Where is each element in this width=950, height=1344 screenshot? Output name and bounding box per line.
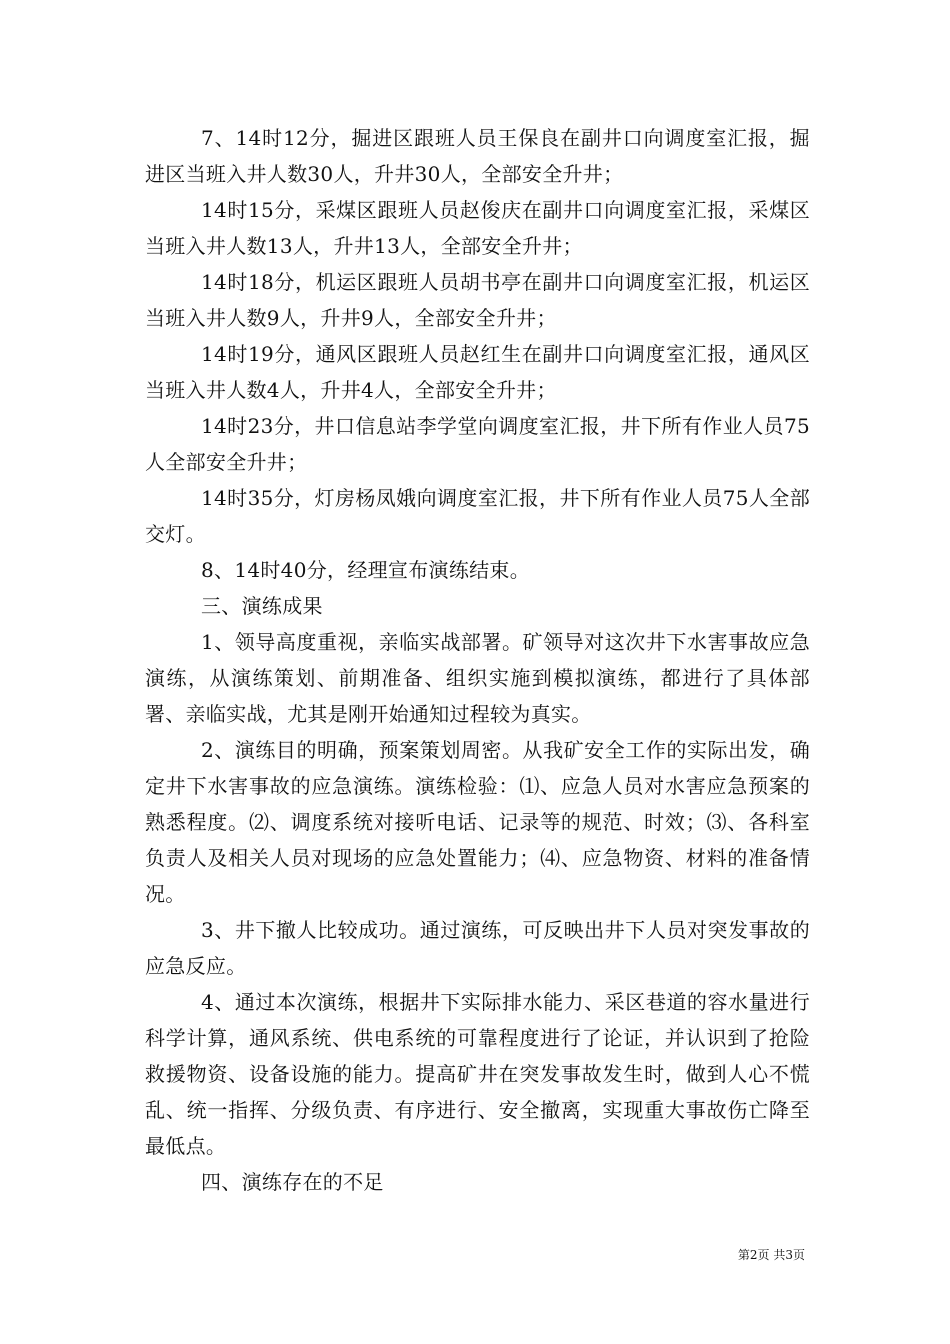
paragraph-drill-end: 8、14时40分，经理宣布演练结束。 <box>201 558 531 582</box>
paragraph-result-3: 3、井下撤人比较成功。通过演练，可反映出井下人员对突发事故的应急反应。 <box>145 918 810 978</box>
paragraph-shift-report-transport: 14时18分，机运区跟班人员胡书亭在副井口向调度室汇报，机运区当班入井人数9人，升井9人，全部安全升井； <box>145 270 810 330</box>
paragraph-lamp-room-report: 14时35分，灯房杨凤娥向调度室汇报，井下所有作业人员75人全部交灯。 <box>145 486 810 546</box>
section-heading-results: 三、演练成果 <box>201 594 323 618</box>
paragraph-result-4: 4、通过本次演练，根据井下实际排水能力、采区巷道的容水量进行科学计算，通风系统、供电系统的可靠程度进行了论证，并认识到了抢险救援物资、设备设施的能力。提高矿井在突发事故发生时，做到人心不慌乱、统一指挥、分级负责、有序进行、安全撤离，实现重大事故伤亡降至最低点。 <box>145 990 810 1158</box>
paragraph-result-1: 1、领导高度重视，亲临实战部署。矿领导对这次井下水害事故应急演练，从演练策划、前期准备、组织实施到模拟演练，都进行了具体部署、亲临实战，尤其是刚开始通知过程较为真实。 <box>145 630 810 726</box>
document-body <box>145 120 810 1200</box>
paragraph-info-station-report: 14时23分，井口信息站李学堂向调度室汇报，井下所有作业人员75人全部安全升井； <box>145 414 810 474</box>
page-number-footer: 第2页 共3页 <box>737 1248 805 1262</box>
paragraph-shift-report-mining: 14时15分，采煤区跟班人员赵俊庆在副井口向调度室汇报，采煤区当班入井人数13人，升井13人，全部安全升井； <box>145 198 810 258</box>
paragraph-shift-report-digging: 7、14时12分，掘进区跟班人员王保良在副井口向调度室汇报，掘进区当班入井人数30人，升井30人，全部安全升井； <box>145 126 810 186</box>
section-heading-shortcomings: 四、演练存在的不足 <box>201 1170 384 1194</box>
paragraph-shift-report-ventilation: 14时19分，通风区跟班人员赵红生在副井口向调度室汇报，通风区当班入井人数4人，升井4人，全部安全升井； <box>145 342 810 402</box>
paragraph-result-2: 2、演练目的明确，预案策划周密。从我矿安全工作的实际出发，确定井下水害事故的应急演练。演练检验：⑴、应急人员对水害应急预案的熟悉程度。⑵、调度系统对接听电话、记录等的规范、时效；⑶、各科室负责人及相关人员对现场的应急处置能力；⑷、应急物资、材料的准备情况。 <box>145 738 810 906</box>
